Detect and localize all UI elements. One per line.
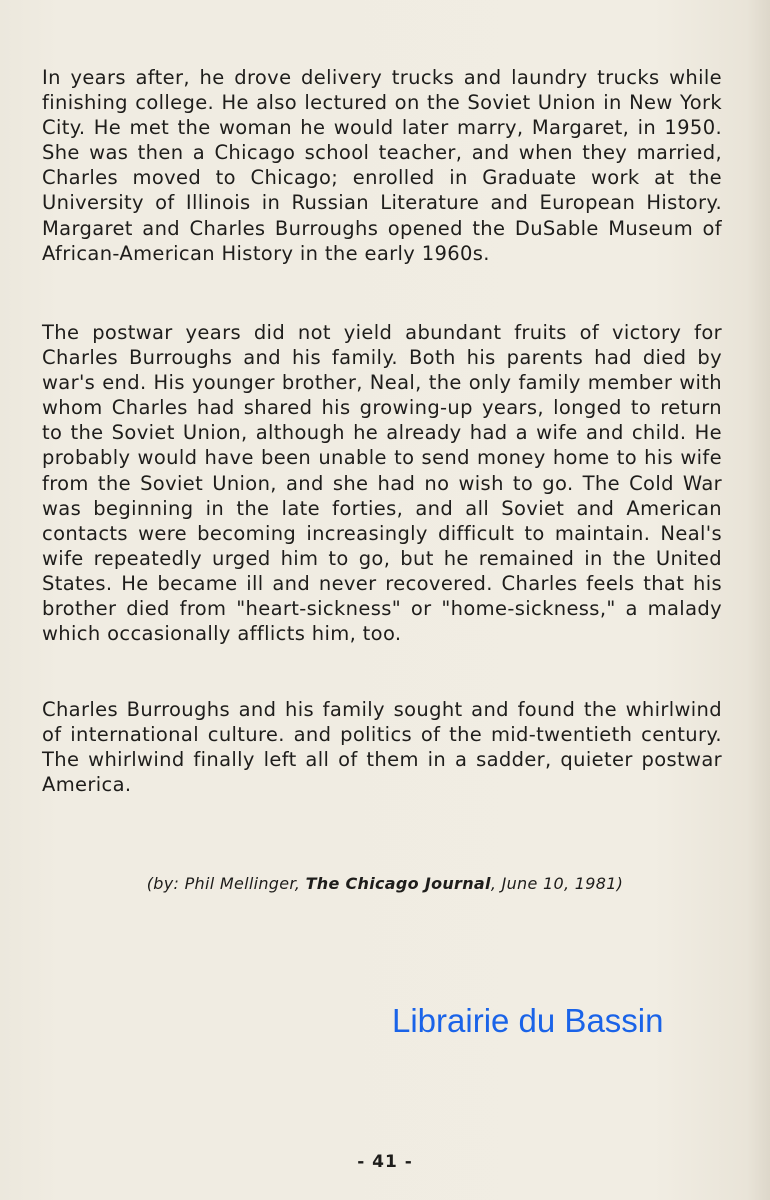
paragraph: Charles Burroughs and his family sought and found the whirlwind of international culture. and politics of the mid-twentieth century. The whirlwind finally left all of them in a sadder, quieter postwar America. bbox=[42, 698, 722, 797]
citation bbox=[0, 874, 770, 893]
citation-publication: The Chicago Journal bbox=[305, 874, 491, 893]
paragraph: In years after, he drove delivery trucks and laundry trucks while finishing college. He also lectured on the Soviet Union in New York City. He met the woman he would later marry, Margaret, in 1950. She was then a Chicago school teacher, and when they married, Charles moved to Chicago; enrolled in Graduate work at the University of Illinois in Russian Literature and European History. Margaret and Charles Burroughs opened the DuSable Museum of African-American History in the early 1960s. bbox=[42, 66, 722, 265]
citation-prefix: (by: Phil Mellinger, bbox=[146, 874, 306, 893]
citation-suffix: , June 10, 1981) bbox=[490, 874, 624, 893]
paragraph: The postwar years did not yield abundant fruits of victory for Charles Burroughs and his family. Both his parents had died by war's end. His younger brother, Neal, the only family member with whom Charles had shared his growing-up years, longed to return to the Soviet Union, although he already had a wife and child. He probably would have been unable to send money home to his wife from the Soviet Union, and she had no wish to go. The Cold War was beginning in the late forties, and all Soviet and American contacts were becoming increasingly difficult to maintain. Neal's wife repeatedly urged him to go, but he remained in the United States. He became ill and never recovered. Charles feels that his brother died from "heart-sickness" or "home-sickness," a malady which occasionally afflicts him, too. bbox=[42, 321, 722, 646]
page-number: - 41 - bbox=[357, 1152, 413, 1172]
seller-watermark: Librairie du Bassin bbox=[392, 1002, 664, 1039]
